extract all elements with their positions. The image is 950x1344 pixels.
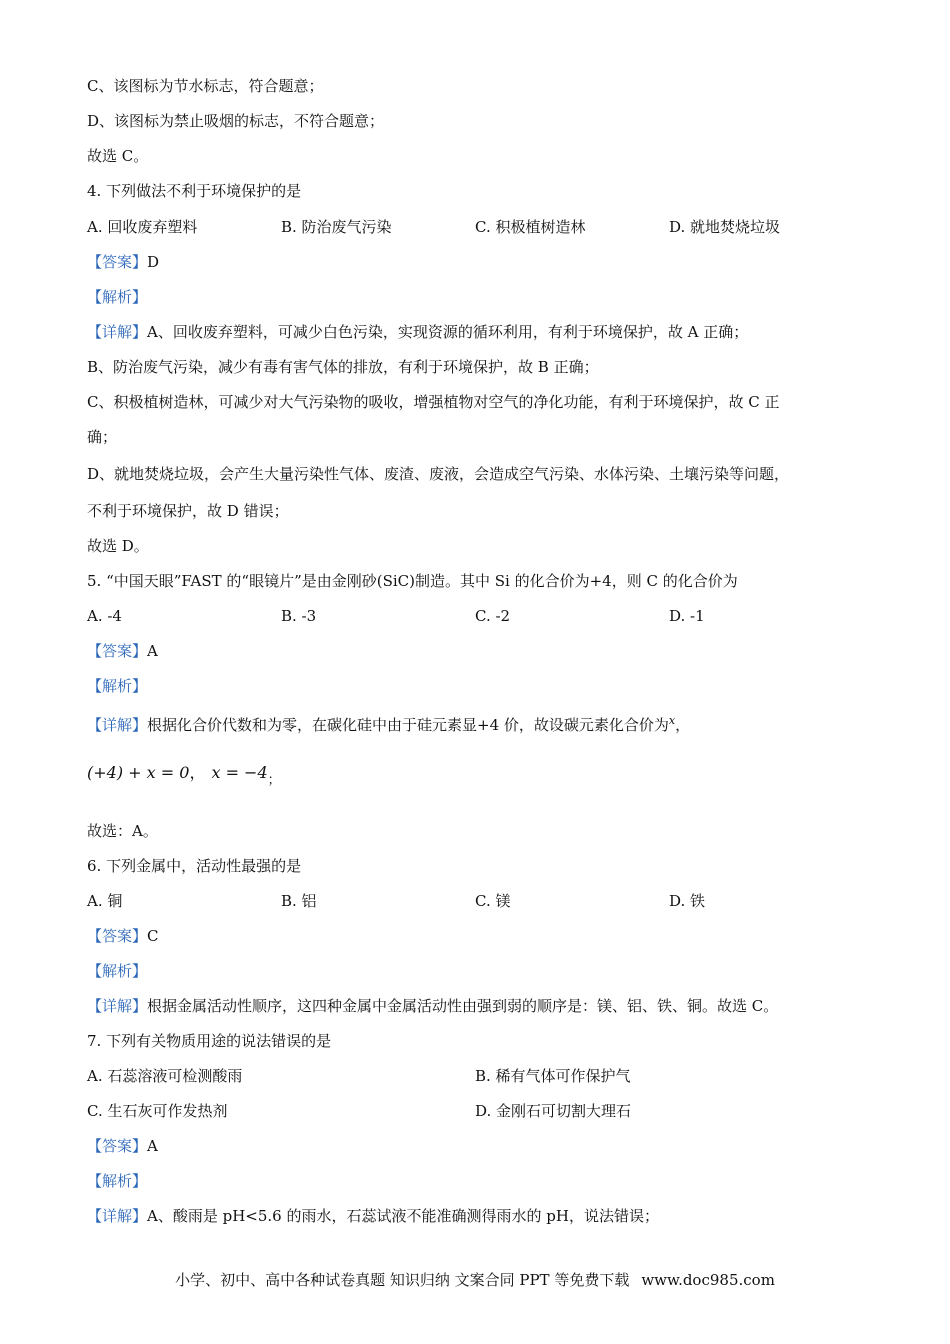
detail-tag: 【详解】 <box>87 997 148 1015</box>
q4-answer <box>87 252 159 272</box>
q6-explain-1 <box>87 996 778 1016</box>
answer-tag: 【答案】 <box>87 927 148 945</box>
explain-text: A、回收废弃塑料，可减少白色污染，实现资源的循环利用，有利于环境保护，故 A 正确； <box>147 323 749 341</box>
q5-answer <box>87 641 158 661</box>
explain-text: 根据金属活动性顺序，这四种金属中金属活动性由强到弱的顺序是：镁、铝、铁、铜。故选 C。 <box>147 997 779 1015</box>
detail-tag: 【详解】 <box>87 716 148 734</box>
q5-explain-1 <box>87 711 690 735</box>
analysis-tag: 【解析】 <box>87 677 148 695</box>
explain-text: 根据化合价代数和为零，在碳化硅中由于硅元素显+4 价，故设碳元素化合价为 <box>147 716 669 734</box>
q5-option-d: D. -1 <box>669 607 705 625</box>
q4-explain-3b: 确； <box>87 428 118 446</box>
answer-value: A <box>147 1137 158 1155</box>
q4-option-b: B. 防治废气污染 <box>281 218 392 236</box>
equation-separator: ， <box>189 763 206 782</box>
question-7: 7. 下列有关物质用途的说法错误的是 <box>87 1032 332 1050</box>
q6-option-c: C. 镁 <box>475 892 511 910</box>
q6-answer <box>87 926 159 946</box>
q7-option-b: B. 稀有气体可作保护气 <box>475 1067 631 1085</box>
equation-part-1: (+4) + x = 0 <box>87 763 190 782</box>
q7-answer <box>87 1136 158 1156</box>
q4-conclusion: 故选 D。 <box>87 537 149 555</box>
detail-tag: 【详解】 <box>87 1207 148 1225</box>
text-line: C、该图标为节水标志，符合题意； <box>87 77 324 95</box>
q6-option-a: A. 铜 <box>87 892 123 910</box>
q5-equation <box>87 762 281 792</box>
question-5: 5. “中国天眼”FAST 的“眼镜片”是由金刚砂(SiC)制造。其中 Si 的化合价为+4，则 C 的化合价为 <box>87 572 738 590</box>
q7-option-c: C. 生石灰可作发热剂 <box>87 1102 228 1120</box>
analysis-tag: 【解析】 <box>87 962 148 980</box>
question-6: 6. 下列金属中，活动性最强的是 <box>87 857 302 875</box>
page-footer <box>0 1270 950 1290</box>
q5-option-a: A. -4 <box>87 607 122 625</box>
q7-explain-1 <box>87 1206 659 1226</box>
q4-option-a: A. 回收废弃塑料 <box>87 218 198 236</box>
q4-explain-1 <box>87 322 748 342</box>
explain-text: A、酸雨是 pH<5.6 的雨水，石蕊试液不能准确测得雨水的 pH，说法错误； <box>147 1207 659 1225</box>
answer-value: D <box>147 253 160 271</box>
analysis-tag: 【解析】 <box>87 288 148 306</box>
answer-value: A <box>147 642 158 660</box>
question-4: 4. 下列做法不利于环境保护的是 <box>87 182 302 200</box>
q6-option-b: B. 铝 <box>281 892 317 910</box>
answer-tag: 【答案】 <box>87 1137 148 1155</box>
variable-x: x <box>668 714 676 727</box>
equation-part-2: x = −4 <box>211 763 268 782</box>
q6-option-d: D. 铁 <box>669 892 706 910</box>
footer-text: 小学、初中、高中各种试卷真题 知识归纳 文案合同 PPT 等免费下载 <box>175 1271 630 1289</box>
footer-link[interactable]: www.doc985.com <box>641 1271 775 1289</box>
q4-explain-3a: C、积极植树造林，可减少对大气污染物的吸收，增强植物对空气的净化功能，有利于环境保护，故 C 正 <box>87 393 780 411</box>
q5-conclusion: 故选：A。 <box>87 822 158 840</box>
text-line: D、该图标为禁止吸烟的标志，不符合题意； <box>87 112 385 130</box>
q4-option-d: D. 就地焚烧垃圾 <box>669 218 781 236</box>
q7-option-d: D. 金刚石可切割大理石 <box>475 1102 632 1120</box>
answer-value: C <box>147 927 159 945</box>
q4-option-c: C. 积极植树造林 <box>475 218 586 236</box>
answer-tag: 【答案】 <box>87 642 148 660</box>
q5-option-b: B. -3 <box>281 607 317 625</box>
text-line: 故选 C。 <box>87 147 149 165</box>
q5-option-c: C. -2 <box>475 607 511 625</box>
q4-explain-4a: D、就地焚烧垃圾，会产生大量污染性气体、废渣、废液，会造成空气污染、水体污染、土壤污染等问题， <box>87 465 790 483</box>
punctuation: ， <box>675 716 691 734</box>
answer-tag: 【答案】 <box>87 253 148 271</box>
equation-end: ； <box>267 773 281 788</box>
q7-option-a: A. 石蕊溶液可检测酸雨 <box>87 1067 243 1085</box>
detail-tag: 【详解】 <box>87 323 148 341</box>
q4-explain-4b: 不利于环境保护，故 D 错误； <box>87 502 289 520</box>
analysis-tag: 【解析】 <box>87 1172 148 1190</box>
q4-explain-2: B、防治废气污染，减少有毒有害气体的排放，有利于环境保护，故 B 正确； <box>87 358 599 376</box>
